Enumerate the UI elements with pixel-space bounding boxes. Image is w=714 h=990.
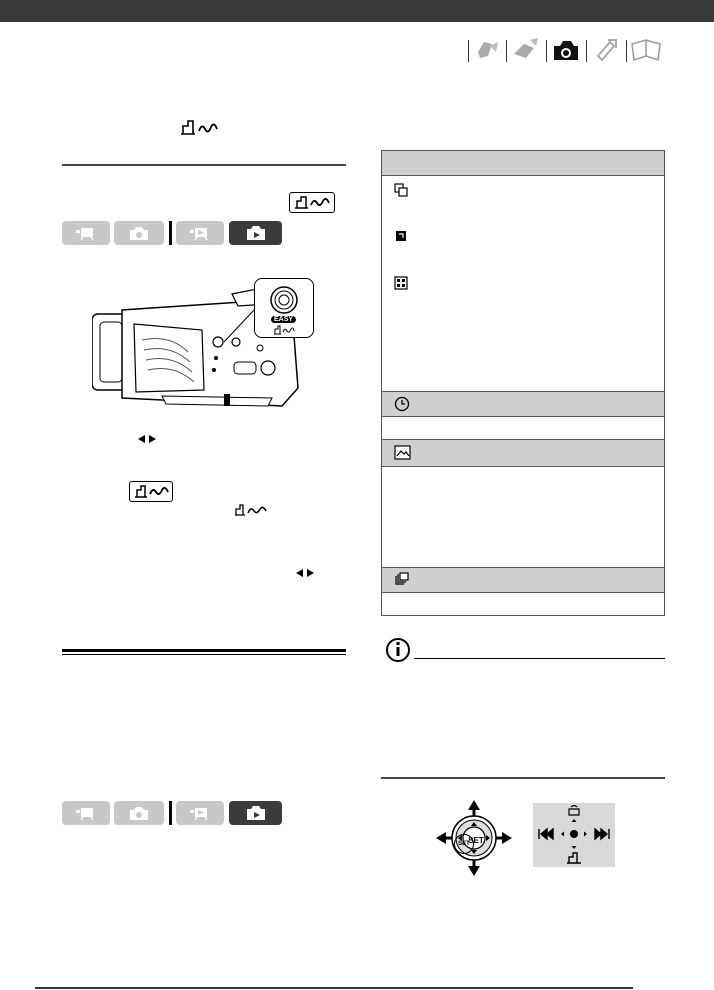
tab-movie-record bbox=[62, 221, 110, 245]
stack-icon bbox=[394, 572, 410, 588]
note-rule bbox=[414, 658, 665, 659]
image-icon bbox=[394, 445, 412, 461]
section-rule-thick bbox=[62, 649, 346, 652]
book-icon bbox=[628, 34, 664, 64]
joystick-icon bbox=[269, 285, 299, 315]
joystick-guide-icons bbox=[533, 803, 615, 867]
movie-play-icon bbox=[187, 805, 213, 821]
mode-tabs-2 bbox=[62, 801, 282, 825]
table-header-stack bbox=[382, 568, 664, 592]
tab-movie-play bbox=[176, 221, 224, 245]
movie-play-icon bbox=[187, 225, 213, 241]
print-share-icon bbox=[273, 325, 295, 335]
copies-icon bbox=[394, 183, 408, 197]
print-share-icon bbox=[179, 119, 221, 137]
tab-photo-record bbox=[114, 221, 164, 245]
clock-icon bbox=[394, 396, 410, 412]
table-header bbox=[382, 151, 664, 175]
table-header-image bbox=[382, 440, 664, 466]
tab-photo-play bbox=[229, 801, 282, 825]
movie-record-icon bbox=[73, 225, 99, 241]
photo-play-icon bbox=[245, 804, 267, 822]
easy-button-callout bbox=[254, 278, 314, 338]
print-share-button-inline bbox=[129, 481, 173, 502]
transfer-arrows-icon bbox=[588, 34, 624, 64]
section-rule bbox=[62, 164, 346, 166]
settings-table bbox=[381, 150, 665, 616]
tab-movie-play bbox=[176, 801, 224, 825]
still-camera-icon bbox=[548, 34, 584, 64]
single-icon bbox=[394, 229, 408, 243]
section-rule-right bbox=[381, 777, 665, 779]
multi-icon bbox=[394, 276, 408, 290]
tab-separator bbox=[169, 221, 172, 245]
print-share-icon bbox=[233, 503, 269, 517]
set-button-label: SET bbox=[458, 841, 470, 847]
section-icons bbox=[462, 0, 672, 70]
joystick-guide bbox=[533, 803, 615, 867]
set-button-icon bbox=[454, 833, 455, 834]
photo-record-icon bbox=[128, 805, 150, 821]
print-share-icon bbox=[130, 482, 172, 501]
movie-record-icon bbox=[73, 805, 99, 821]
footer-rule bbox=[35, 987, 633, 989]
joystick-set-label: SET bbox=[468, 836, 484, 845]
tab-movie-record bbox=[62, 801, 110, 825]
left-right-arrows-icon bbox=[137, 434, 157, 444]
set-button-inline bbox=[454, 834, 474, 854]
info-icon bbox=[385, 637, 411, 663]
video-camera-icon bbox=[470, 34, 506, 64]
easy-label: EASY bbox=[271, 316, 296, 323]
tab-separator bbox=[169, 801, 172, 825]
print-share-button bbox=[289, 192, 335, 213]
photo-play-icon bbox=[245, 224, 267, 242]
mode-tabs bbox=[62, 221, 282, 245]
tab-photo-play bbox=[229, 221, 282, 245]
section-rule-thin bbox=[62, 654, 346, 655]
photo-record-icon bbox=[128, 225, 150, 241]
left-right-arrows-icon bbox=[295, 568, 315, 578]
print-share-icon bbox=[290, 193, 334, 212]
playback-camera-icon bbox=[508, 34, 544, 64]
tab-photo-record bbox=[114, 801, 164, 825]
table-header-date bbox=[382, 392, 664, 416]
